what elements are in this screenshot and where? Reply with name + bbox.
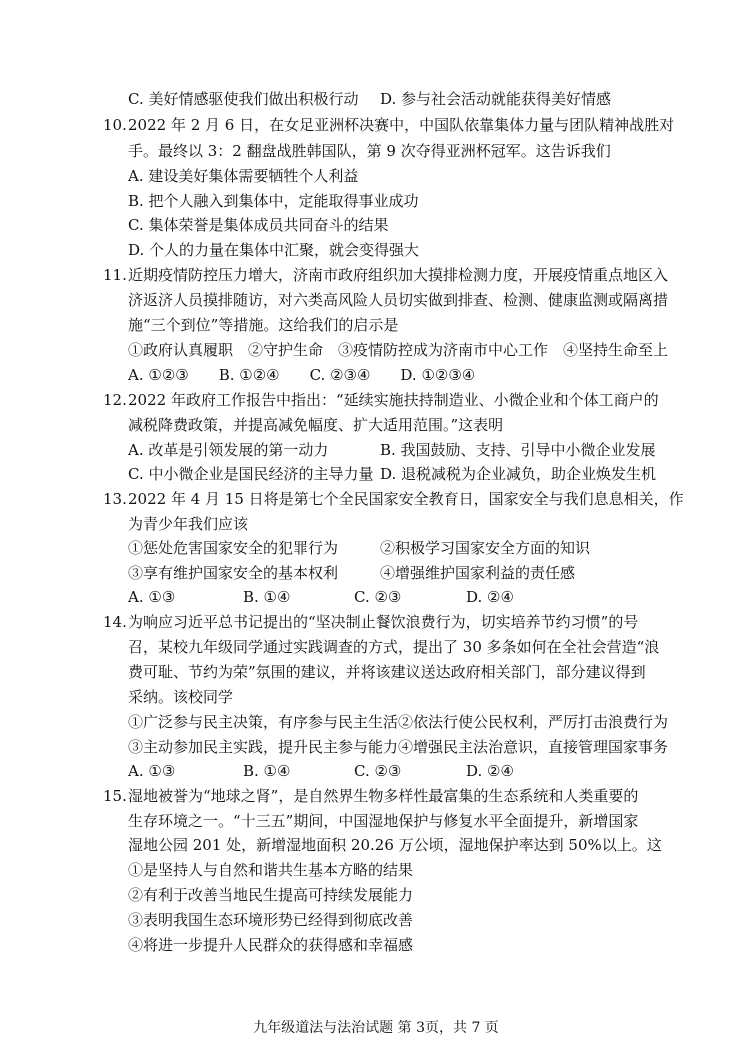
q11-choices: A. ①②③ B. ①②④ C. ②③④ D. ①②③④: [128, 366, 476, 384]
page-footer: 九年级道法与法治试题 第 3页，共 7 页: [253, 1020, 499, 1036]
q13-item-3: ③享有维护国家安全的基本权利: [128, 564, 339, 582]
q12-stem-line: 减税降费政策，并提高减免幅度、扩大适用范围。”这表明: [128, 416, 504, 434]
q13-item-2: ②积极学习国家安全方面的知识: [380, 539, 591, 557]
q14-items-row-1: ①广泛参与民主决策，有序参与民主生活②依法行使公民权利，严厉打击浪费行为: [128, 713, 669, 731]
q15-stem-line: 湿地被誉为“地球之肾”，是自然界生物多样性最富集的生态系统和人类重要的: [128, 787, 639, 805]
q10-option-a: A. 建设美好集体需要牺牲个人利益: [128, 167, 359, 185]
q10-stem-line: 手。最终以 3：2 翻盘战胜韩国队，第 9 次夺得亚洲杯冠军。这告诉我们: [128, 142, 611, 160]
q10-number: 10.: [103, 116, 127, 134]
q13-choice-d: D. ②④: [466, 588, 514, 606]
q13-number: 13.: [103, 490, 127, 508]
q14-stem-line: 采纳。该校同学: [128, 688, 234, 706]
q10-option-c: C. 集体荣誉是集体成员共同奋斗的结果: [128, 216, 389, 234]
q14-stem-line: 费可耻、节约为荣”氛围的建议，并将该建议送达政府相关部门，部分建议得到: [128, 663, 646, 681]
q13-choice-a: A. ①③: [128, 588, 176, 606]
q10-option-b: B. 把个人融入到集体中，定能取得事业成功: [128, 192, 419, 210]
q15-stem-line: 湿地公园 201 处，新增湿地面积 20.26 万公顷，湿地保护率达到 50%以上。这: [128, 836, 662, 854]
q12-option-c: C. 中小微企业是国民经济的主导力量: [128, 465, 374, 483]
q14-choice-c: C. ②③: [354, 762, 402, 780]
q12-option-a: A. 改革是引领发展的第一动力: [128, 441, 329, 459]
q15-item-4: ④将进一步提升人民群众的获得感和幸福感: [128, 936, 414, 954]
q14-items-row-2: ③主动参加民主实践，提升民主参与能力④增强民主法治意识，直接管理国家事务: [128, 738, 669, 756]
q13-stem-line: 为青少年我们应该: [128, 515, 249, 533]
q13-item-4: ④增强维护国家利益的责任感: [380, 564, 576, 582]
q11-stem-line: 近期疫情防控压力增大，济南市政府组织加大摸排检测力度，开展疫情重点地区入: [128, 266, 669, 284]
q11-stem-line: 施“三个到位”等措施。这给我们的启示是: [128, 316, 399, 334]
q14-stem-line: 召，某校九年级同学通过实践调查的方式，提出了 30 多条如何在全社会营造“浪: [128, 638, 660, 656]
q15-stem-line: 生存环境之一。“十三五”期间，中国湿地保护与修复水平全面提升，新增国家: [128, 812, 639, 830]
q11-stem-line: 济返济人员摸排随访，对六类高风险人员切实做到排查、检测、健康监测或隔离措: [128, 291, 669, 309]
q9-option-c: C. 美好情感驱使我们做出积极行动: [128, 90, 359, 108]
q15-item-2: ②有利于改善当地民生提高可持续发展能力: [128, 886, 414, 904]
q13-choice-c: C. ②③: [354, 588, 402, 606]
q10-option-d: D. 个人的力量在集体中汇聚，就会变得强大: [128, 241, 420, 259]
q9-option-d: D. 参与社会活动就能获得美好情感: [380, 90, 612, 108]
q15-item-3: ③表明我国生态环境形势已经得到彻底改善: [128, 911, 414, 929]
q15-number: 15.: [103, 787, 127, 805]
q14-number: 14.: [103, 613, 127, 631]
q10-stem-line: 2022 年 2 月 6 日，在女足亚洲杯决赛中，中国队依靠集体力量与团队精神战胜对: [128, 116, 675, 134]
q13-item-1: ①惩处危害国家安全的犯罪行为: [128, 539, 339, 557]
q14-choice-a: A. ①③: [128, 762, 176, 780]
q14-stem-line: 为响应习近平总书记提出的“坚决制止餐饮浪费行为，切实培养节约习惯”的号: [128, 613, 639, 631]
q15-item-1: ①是坚持人与自然和谐共生基本方略的结果: [128, 861, 414, 879]
q12-option-d: D. 退税减税为企业减负，助企业焕发生机: [380, 465, 657, 483]
q13-stem-line: 2022 年 4 月 15 日将是第七个全民国家安全教育日，国家安全与我们息息相关，作: [128, 490, 684, 508]
q14-choice-b: B. ①④: [243, 762, 291, 780]
q13-choice-b: B. ①④: [243, 588, 291, 606]
q12-option-b: B. 我国鼓励、支持、引导中小微企业发展: [380, 441, 656, 459]
q12-number: 12.: [103, 391, 127, 409]
q14-choice-d: D. ②④: [466, 762, 514, 780]
q11-number: 11.: [103, 266, 127, 284]
q11-items: ①政府认真履职 ②守护生命 ③疫情防控成为济南市中心工作 ④坚持生命至上: [128, 341, 669, 359]
q12-stem-line: 2022 年政府工作报告中指出：“延续实施扶持制造业、小微企业和个体工商户的: [128, 391, 659, 409]
